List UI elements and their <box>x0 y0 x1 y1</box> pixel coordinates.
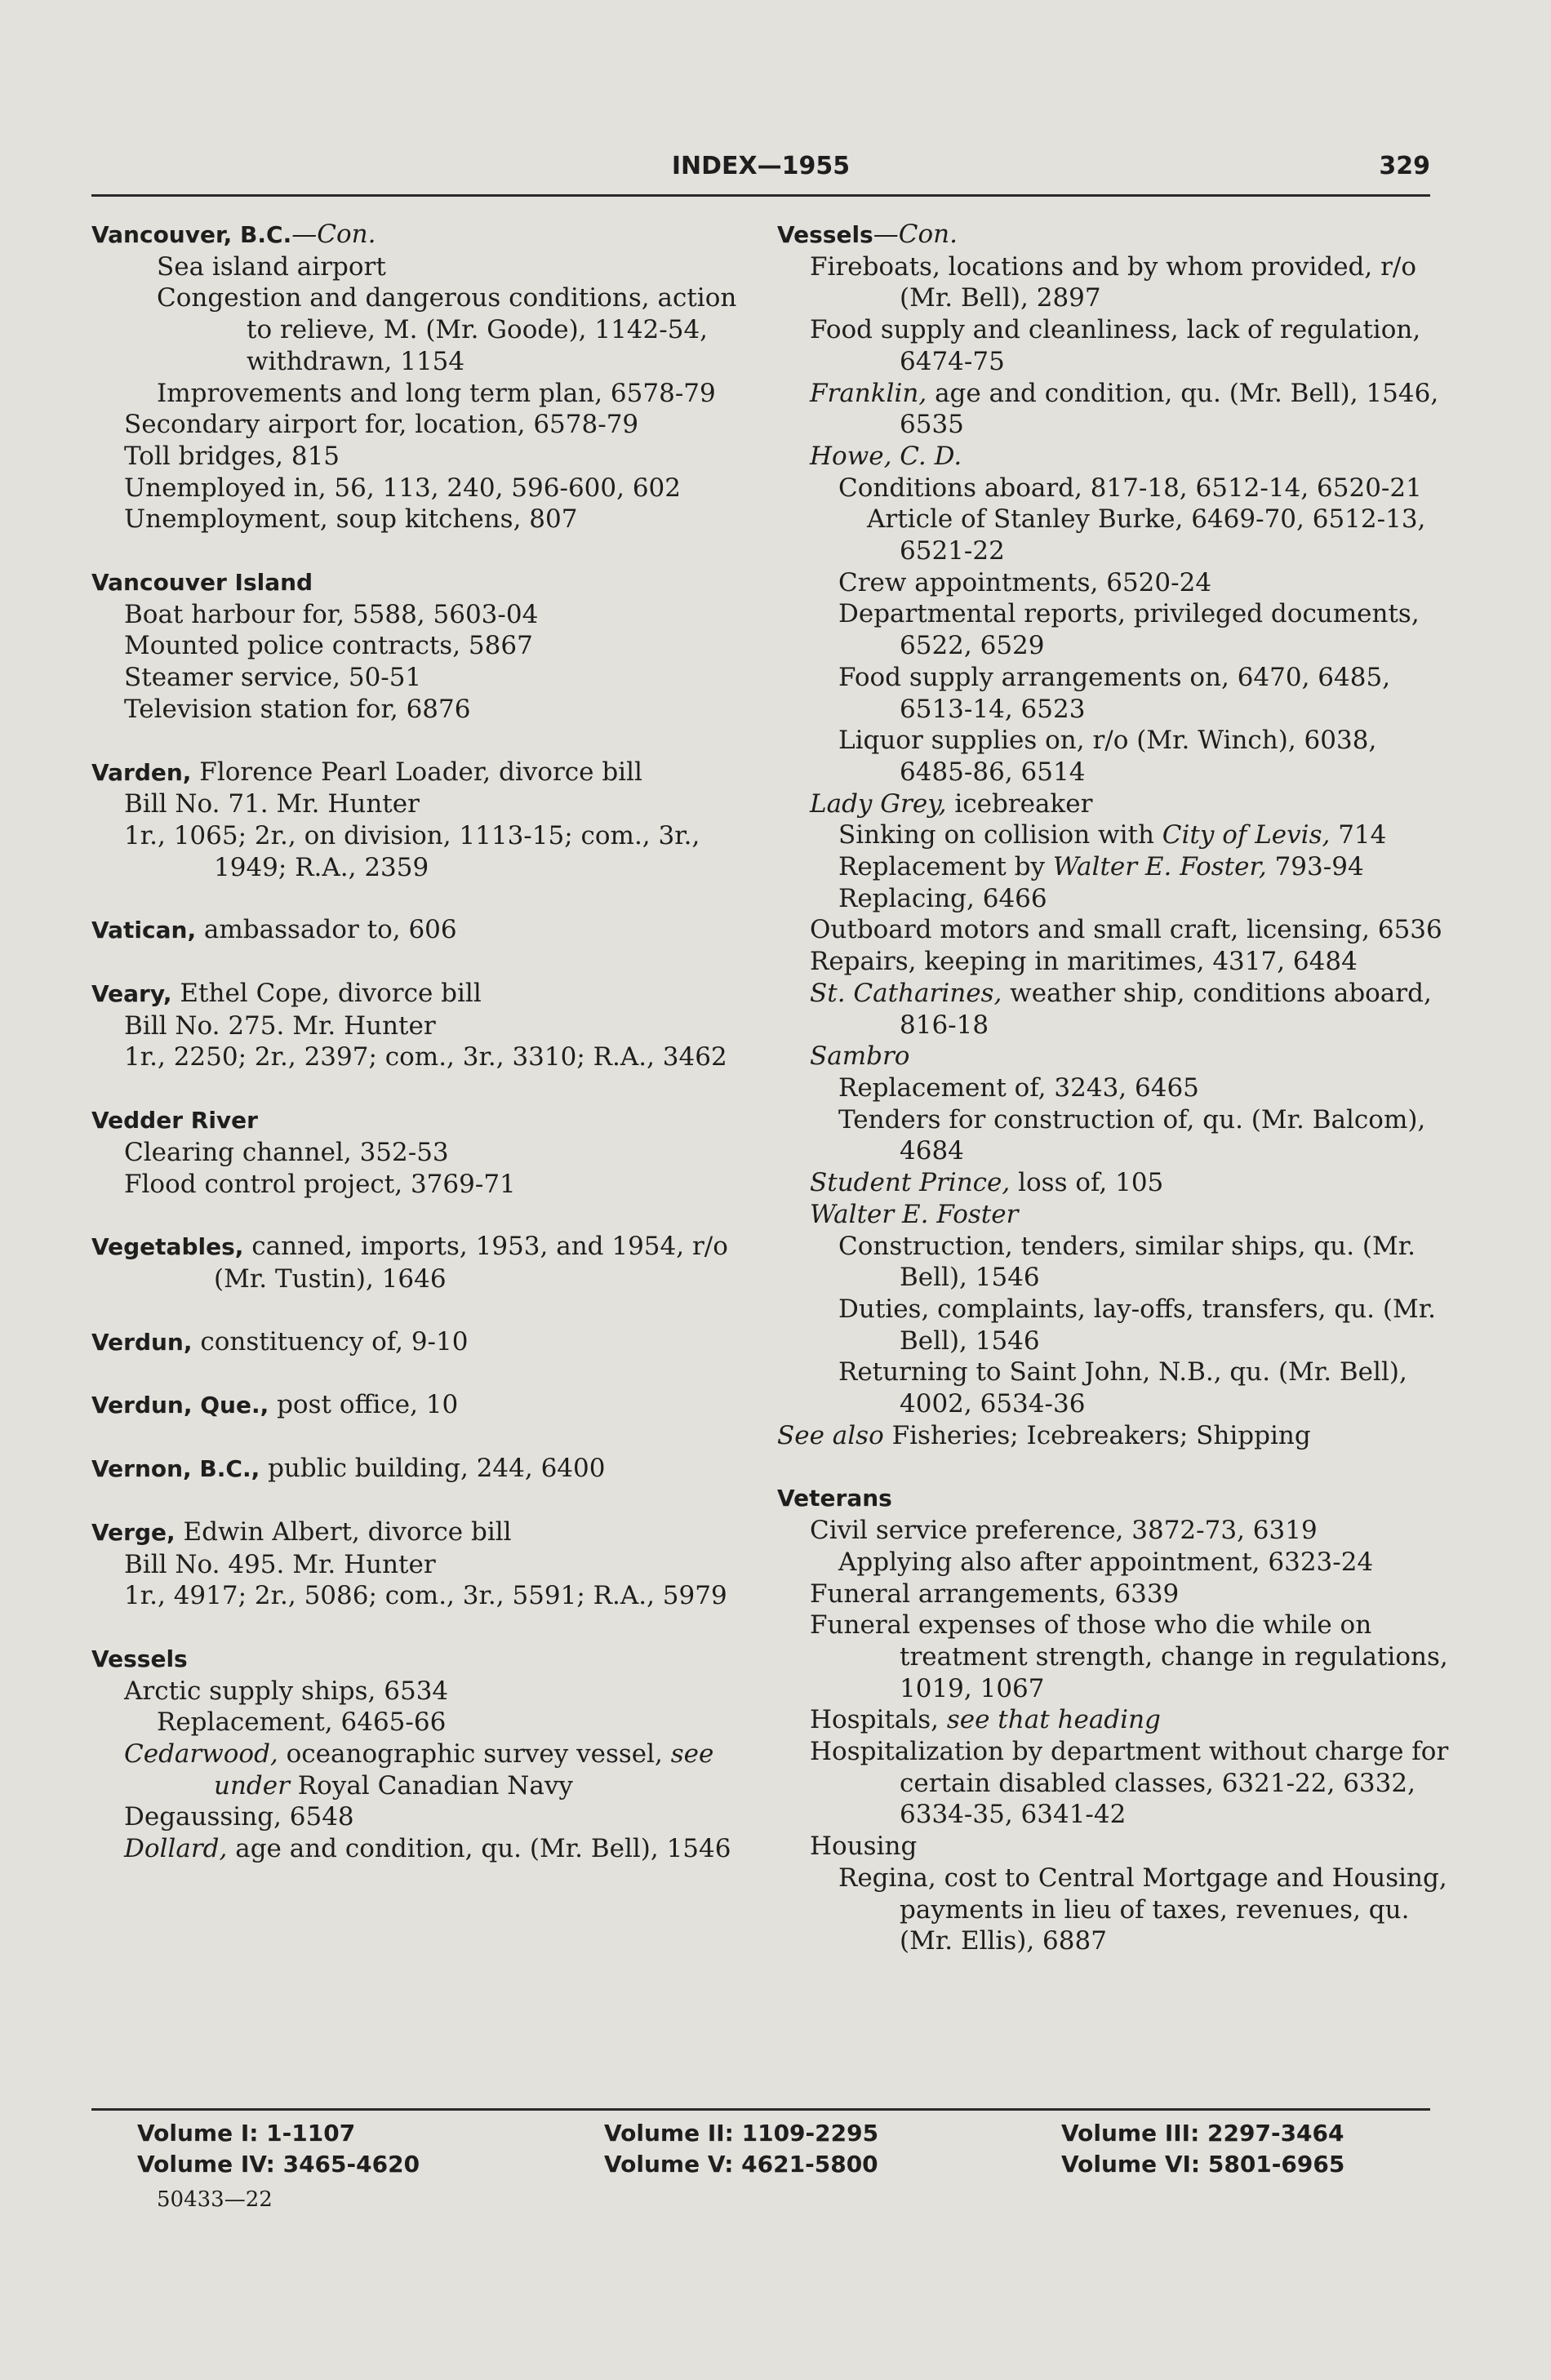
index-subentry <box>777 1547 1451 1579</box>
index-subentry <box>91 1676 765 1707</box>
entry-text: constituency of, 9-10 <box>192 1326 469 1357</box>
entry-text: Sea island airport <box>157 251 386 282</box>
entry-text: Outboard motors and small craft, licensing, 6536 <box>810 915 1442 945</box>
entry-spacer <box>91 535 765 566</box>
index-subentry <box>777 1199 1451 1231</box>
italic-text: Walter E. Foster, <box>1052 852 1267 882</box>
index-subentry <box>91 441 765 473</box>
entry-text: Edwin Albert, divorce bill <box>175 1516 512 1547</box>
entry-text: Returning to Saint John, N.B., qu. (Mr. Bell), 4002, 6534-36 <box>838 1357 1407 1419</box>
entry-spacer <box>91 1295 765 1326</box>
entry-text: Florence Pearl Loader, divorce bill <box>191 757 642 787</box>
index-heading <box>91 757 765 789</box>
entry-text: 714 <box>1330 820 1387 850</box>
entry-spacer <box>91 726 765 757</box>
index-subentry <box>91 1169 765 1201</box>
entry-text: Degaussing, 6548 <box>124 1802 354 1832</box>
index-subentry <box>91 1041 765 1073</box>
italic-text: Sambro <box>810 1041 910 1072</box>
index-subentry <box>777 1294 1451 1357</box>
entry-text: Arctic supply ships, 6534 <box>124 1676 449 1706</box>
index-subentry <box>91 1010 765 1042</box>
entry-text: 793-94 <box>1266 852 1364 882</box>
entry-spacer <box>777 1451 1451 1482</box>
index-heading <box>91 1453 765 1485</box>
heading-term: Vedder River <box>91 1107 258 1134</box>
entry-text: Steamer service, 50-51 <box>124 663 422 693</box>
page-title: INDEX—1955 <box>671 152 851 180</box>
entry-text: weather ship, conditions aboard, 816-18 <box>900 978 1432 1040</box>
italic-text: See also <box>777 1420 884 1450</box>
entry-spacer <box>91 1200 765 1231</box>
index-subentry <box>777 788 1451 820</box>
entry-text: age and condition, qu. (Mr. Bell), 1546, 6535 <box>900 378 1439 440</box>
index-subentry <box>777 598 1451 661</box>
volume-range: Volume IV: 3465-4620 <box>137 2151 420 2178</box>
italic-text: St. Catharines, <box>810 978 1002 1008</box>
index-subentry <box>777 1704 1451 1736</box>
index-heading <box>91 978 765 1010</box>
entry-text: Ethel Cope, divorce bill <box>171 979 482 1009</box>
entry-text: Bill No. 71. Mr. Hunter <box>124 789 420 819</box>
entry-text: Conditions aboard, 817-18, 6512-14, 6520-21 <box>838 473 1422 503</box>
entry-text: Replacing, 6466 <box>838 883 1047 913</box>
entry-text: Unemployed in, 56, 113, 240, 596-600, 602 <box>124 473 681 503</box>
heading-term: Veary, <box>91 980 172 1008</box>
index-subentry <box>777 946 1451 978</box>
index-subentry <box>91 251 765 283</box>
running-header <box>91 147 1430 188</box>
index-subentry <box>777 1231 1451 1294</box>
index-subentry <box>777 378 1451 441</box>
index-subentry <box>91 504 765 535</box>
page-number: 329 <box>1379 152 1430 180</box>
index-heading <box>777 219 1451 251</box>
heading-term: Verge, <box>91 1518 176 1546</box>
index-subentry <box>91 473 765 504</box>
italic-text: —Con. <box>291 220 376 249</box>
entry-spacer <box>91 1073 765 1104</box>
index-subentry <box>777 1863 1451 1957</box>
index-subentry <box>777 441 1451 473</box>
entry-text: Boat harbour for, 5588, 5603-04 <box>124 599 539 629</box>
index-subentry <box>777 1610 1451 1704</box>
entry-text: Flood control project, 3769-71 <box>124 1169 516 1199</box>
entry-text: loss of, 105 <box>1010 1168 1164 1198</box>
index-heading <box>91 1326 765 1359</box>
entry-text: Housing <box>810 1832 918 1862</box>
footer-rule <box>91 2108 1430 2111</box>
index-subentry <box>91 694 765 726</box>
italic-text: —Con. <box>873 220 958 249</box>
entry-text: Funeral arrangements, 6339 <box>810 1579 1180 1609</box>
entry-text: Television station for, 6876 <box>124 694 471 724</box>
index-subentry <box>777 1357 1451 1419</box>
italic-text: Student Prince, <box>810 1168 1011 1198</box>
entry-spacer <box>91 1358 765 1389</box>
index-heading <box>91 1389 765 1422</box>
index-subentry <box>91 599 765 631</box>
entry-text: Secondary airport for, location, 6578-79 <box>124 410 639 440</box>
index-subentry <box>777 504 1451 566</box>
entry-text: Repairs, keeping in maritimes, 4317, 6484 <box>810 947 1358 977</box>
entry-text: Bill No. 495. Mr. Hunter <box>124 1549 436 1579</box>
entry-text: Improvements and long term plan, 6578-79 <box>157 378 716 408</box>
index-subentry <box>91 1707 765 1738</box>
index-subentry <box>777 1167 1451 1199</box>
italic-text: City of Levis, <box>1162 820 1331 850</box>
volume-range: Volume VI: 5801-6965 <box>1061 2151 1345 2178</box>
italic-text: see under <box>214 1739 714 1801</box>
index-subentry <box>777 1072 1451 1104</box>
entry-text: Article of Stanley Burke, 6469-70, 6512-13, 6521-22 <box>867 504 1426 566</box>
index-subentry <box>91 788 765 820</box>
entry-text: Crew appointments, 6520-24 <box>838 567 1212 597</box>
heading-term: Verdun, Que., <box>91 1392 269 1419</box>
index-subentry <box>777 1041 1451 1072</box>
entry-text: Tenders for construction of, qu. (Mr. Balcom), 4684 <box>838 1104 1426 1166</box>
entry-text: Hospitalization by department without charge for certain disabled classes, 6321-22, 6332, 6334-35, 6341-42 <box>810 1737 1449 1830</box>
index-subentry <box>777 978 1451 1041</box>
index-subentry <box>91 1137 765 1169</box>
index-subentry <box>777 662 1451 725</box>
entry-text: Mounted police contracts, 5867 <box>124 631 533 661</box>
entry-spacer <box>91 883 765 914</box>
index-subentry <box>777 851 1451 883</box>
index-subentry <box>777 473 1451 504</box>
entry-text: Sinking on collision with <box>838 820 1162 850</box>
entry-text: Funeral expenses of those who die while on treatment strength, change in regulations, 1019, 1067 <box>810 1610 1448 1703</box>
index-heading <box>91 566 765 599</box>
index-subentry <box>91 1833 765 1865</box>
heading-term: Vernon, B.C., <box>91 1455 260 1483</box>
heading-term: Vessels <box>777 221 873 248</box>
italic-text: Cedarwood, <box>124 1739 278 1769</box>
entry-text: canned, imports, 1953, and 1954, r/o (Mr. Tustin), 1646 <box>214 1232 728 1294</box>
entry-spacer <box>91 947 765 978</box>
heading-term: Vancouver Island <box>91 569 313 597</box>
italic-text: see that heading <box>946 1705 1161 1735</box>
heading-term: Vessels <box>91 1645 188 1672</box>
entry-text: Civil service preference, 3872-73, 6319 <box>810 1516 1318 1546</box>
index-subentry <box>777 567 1451 599</box>
heading-term: Vatican, <box>91 917 197 944</box>
heading-term: Vegetables, <box>91 1233 244 1261</box>
index-subentry <box>91 1801 765 1833</box>
index-subentry <box>91 662 765 694</box>
entry-text: Liquor supplies on, r/o (Mr. Winch), 6038, 6485-86, 6514 <box>838 726 1377 787</box>
entry-text: Replacement of, 3243, 6465 <box>838 1072 1199 1103</box>
index-subentry <box>91 820 765 883</box>
entry-text: Food supply and cleanliness, lack of regulation, 6474-75 <box>810 315 1421 376</box>
heading-term: Veterans <box>777 1485 892 1512</box>
index-subentry <box>777 1579 1451 1610</box>
entry-text: Applying also after appointment, 6323-24 <box>838 1547 1374 1577</box>
entry-text: Duties, complaints, lay-offs, transfers, qu. (Mr. Bell), 1546 <box>838 1294 1436 1356</box>
italic-text: Franklin, <box>810 378 927 408</box>
entry-text: oceanographic survey vessel, <box>278 1739 671 1769</box>
index-subentry <box>91 409 765 441</box>
index-subentry <box>91 630 765 662</box>
index-subentry <box>91 1549 765 1581</box>
entry-text: Fisheries; Icebreakers; Shipping <box>883 1420 1311 1450</box>
index-subentry <box>777 1831 1451 1863</box>
entry-text: Departmental reports, privileged documents, 6522, 6529 <box>838 599 1420 661</box>
index-subentry <box>91 1738 765 1801</box>
entry-text: Regina, cost to Central Mortgage and Housing, payments in lieu of taxes, revenues, qu. (Mr. Ellis), 6887 <box>838 1863 1447 1956</box>
entry-text: Construction, tenders, similar ships, qu. (Mr. Bell), 1546 <box>838 1231 1416 1293</box>
volume-range: Volume III: 2297-3464 <box>1061 2120 1344 2147</box>
entry-text: Congestion and dangerous conditions, action to relieve, M. (Mr. Goode), 1142-54, withdrawn, 1154 <box>157 283 737 376</box>
index-subentry <box>777 883 1451 915</box>
italic-text: Walter E. Foster <box>810 1199 1019 1229</box>
index-heading <box>91 914 765 947</box>
entry-text: Toll bridges, 815 <box>124 441 340 471</box>
entry-text: icebreaker <box>946 788 1093 819</box>
index-subentry <box>777 251 1451 314</box>
italic-text: Howe, C. D. <box>810 441 962 471</box>
entry-text: 1r., 2250; 2r., 2397; com., 3r., 3310; R.A., 3462 <box>124 1042 727 1072</box>
heading-term: Varden, <box>91 758 192 786</box>
entry-spacer <box>91 1485 765 1516</box>
index-subentry <box>777 1104 1451 1167</box>
entry-text: Royal Canadian Navy <box>289 1770 573 1801</box>
index-subentry <box>777 314 1451 377</box>
entry-text: 1r., 4917; 2r., 5086; com., 3r., 5591; R.A., 5979 <box>124 1581 727 1611</box>
entry-text: public building, 244, 6400 <box>260 1454 606 1484</box>
index-subentry <box>777 725 1451 788</box>
index-subentry <box>777 914 1451 946</box>
entry-text: Food supply arrangements on, 6470, 6485, 6513-14, 6523 <box>838 662 1391 724</box>
entry-text: Clearing channel, 352-53 <box>124 1137 449 1167</box>
index-heading <box>91 219 765 251</box>
entry-text: 1r., 1065; 2r., on division, 1113-15; com., 3r., 1949; R.A., 2359 <box>124 820 700 882</box>
entry-text: Replacement, 6465-66 <box>157 1707 447 1738</box>
index-heading <box>91 1643 765 1676</box>
entry-text: ambassador to, 606 <box>196 915 457 945</box>
index-heading <box>91 1516 765 1549</box>
index-subentry <box>777 819 1451 851</box>
index-column-right <box>777 219 1451 1957</box>
index-subentry <box>91 1580 765 1612</box>
index-subentry <box>777 1736 1451 1831</box>
entry-spacer <box>91 1422 765 1453</box>
entry-spacer <box>91 1612 765 1643</box>
index-heading <box>777 1482 1451 1515</box>
header-rule <box>91 194 1430 197</box>
print-code: 50433—22 <box>157 2187 273 2212</box>
index-heading <box>91 1231 765 1294</box>
entry-text: Replacement by <box>838 852 1053 882</box>
volume-range: Volume I: 1-1107 <box>137 2120 356 2147</box>
index-subentry <box>91 282 765 377</box>
heading-term: Vancouver, B.C. <box>91 221 292 248</box>
entry-text: Hospitals, <box>810 1705 947 1735</box>
heading-term: Verdun, <box>91 1328 193 1356</box>
entry-text: Fireboats, locations and by whom provided, r/o (Mr. Bell), 2897 <box>810 251 1417 313</box>
index-column-left <box>91 219 765 1865</box>
entry-text: Bill No. 275. Mr. Hunter <box>124 1010 436 1041</box>
index-subentry <box>777 1515 1451 1547</box>
entry-text: post office, 10 <box>269 1390 459 1420</box>
italic-text: Dollard, <box>124 1834 228 1864</box>
italic-text: Lady Grey, <box>810 788 947 819</box>
index-heading <box>91 1104 765 1137</box>
volume-range: Volume V: 4621-5800 <box>604 2151 878 2178</box>
index-subentry <box>91 378 765 410</box>
entry-text: Unemployment, soup kitchens, 807 <box>124 504 578 535</box>
entry-text: age and condition, qu. (Mr. Bell), 1546 <box>227 1834 731 1864</box>
volume-range: Volume II: 1109-2295 <box>604 2120 879 2147</box>
index-subentry <box>777 1420 1451 1452</box>
